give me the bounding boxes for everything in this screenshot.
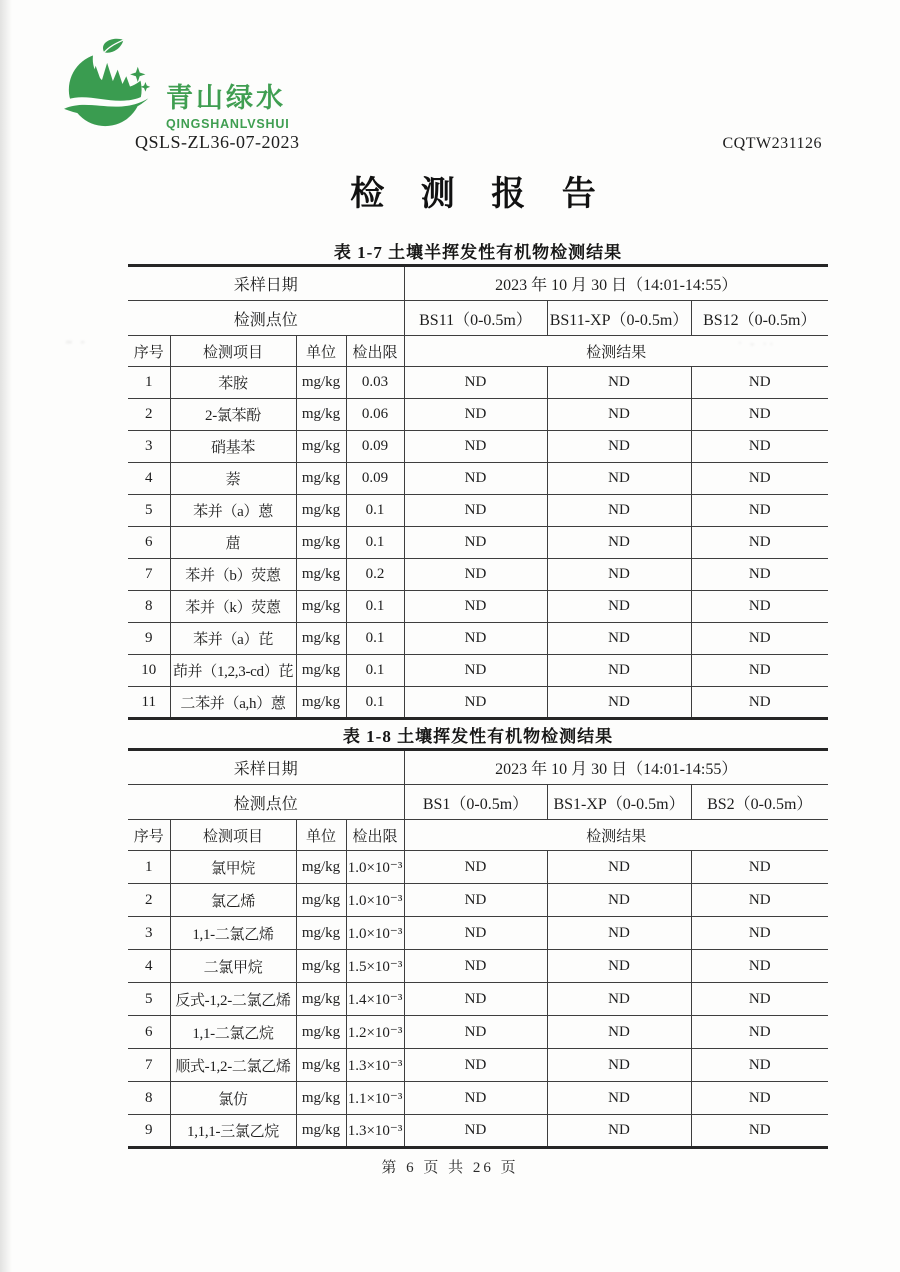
limit-cell: 1.0×10⁻³ xyxy=(346,884,404,917)
result-cell: ND xyxy=(404,559,547,591)
item-cell: 2-氯苯酚 xyxy=(170,399,296,431)
result-cell: ND xyxy=(547,1016,691,1049)
item-cell: 二苯并（a,h）蒽 xyxy=(170,687,296,719)
table-row xyxy=(128,591,828,623)
item-cell: 苯胺 xyxy=(170,367,296,399)
seq-cell: 5 xyxy=(128,495,170,527)
limit-cell: 1.3×10⁻³ xyxy=(346,1115,404,1148)
header-limit: 检出限 xyxy=(346,820,404,851)
unit-cell: mg/kg xyxy=(296,950,346,983)
limit-cell: 1.4×10⁻³ xyxy=(346,983,404,1016)
sample-date-value: 2023 年 10 月 30 日（14:01-14:55） xyxy=(404,750,828,785)
limit-cell: 1.3×10⁻³ xyxy=(346,1049,404,1082)
limit-cell: 0.1 xyxy=(346,655,404,687)
item-cell: 苯并（a）芘 xyxy=(170,623,296,655)
unit-cell: mg/kg xyxy=(296,851,346,884)
limit-cell: 1.0×10⁻³ xyxy=(346,917,404,950)
mountain-water-leaf-icon xyxy=(62,38,158,128)
result-cell: ND xyxy=(547,495,691,527)
table-row xyxy=(128,655,828,687)
point-cell: BS2（0-0.5m） xyxy=(691,785,828,820)
limit-cell: 0.09 xyxy=(346,463,404,495)
scan-edge-shadow xyxy=(0,0,12,1272)
unit-cell: mg/kg xyxy=(296,527,346,559)
result-cell: ND xyxy=(547,623,691,655)
limit-cell: 0.1 xyxy=(346,687,404,719)
item-cell: 1,1,1-三氯乙烷 xyxy=(170,1115,296,1148)
document-code-left: QSLS-ZL36-07-2023 xyxy=(135,132,300,152)
seq-cell: 3 xyxy=(128,917,170,950)
seq-cell: 1 xyxy=(128,851,170,884)
unit-cell: mg/kg xyxy=(296,1115,346,1148)
unit-cell: mg/kg xyxy=(296,399,346,431)
sample-date-row xyxy=(128,266,828,301)
unit-cell: mg/kg xyxy=(296,1049,346,1082)
sample-date-row xyxy=(128,750,828,785)
result-cell: ND xyxy=(404,655,547,687)
result-cell: ND xyxy=(691,559,828,591)
sample-date-label: 采样日期 xyxy=(128,750,404,785)
result-cell: ND xyxy=(404,527,547,559)
result-cell: ND xyxy=(547,1115,691,1148)
item-cell: 氯仿 xyxy=(170,1082,296,1115)
item-cell: 苯并（b）荧蒽 xyxy=(170,559,296,591)
item-cell: 二氯甲烷 xyxy=(170,950,296,983)
seq-cell: 7 xyxy=(128,1049,170,1082)
unit-cell: mg/kg xyxy=(296,559,346,591)
result-cell: ND xyxy=(691,950,828,983)
result-cell: ND xyxy=(691,623,828,655)
header-item: 检测项目 xyxy=(170,820,296,851)
unit-cell: mg/kg xyxy=(296,884,346,917)
points-label: 检测点位 xyxy=(128,785,404,820)
sample-date-label: 采样日期 xyxy=(128,266,404,301)
result-cell: ND xyxy=(547,851,691,884)
item-cell: 䓛 xyxy=(170,527,296,559)
result-cell: ND xyxy=(691,687,828,719)
table-row xyxy=(128,623,828,655)
result-cell: ND xyxy=(404,1049,547,1082)
point-cell: BS12（0-0.5m） xyxy=(691,301,828,336)
document-code-right: CQTW231126 xyxy=(722,135,822,152)
header-result: 检测结果 xyxy=(404,336,828,367)
seq-cell: 8 xyxy=(128,591,170,623)
table-row xyxy=(128,1115,828,1148)
page-title: 检 测 报 告 xyxy=(350,176,610,213)
item-cell: 茚并（1,2,3-cd）芘 xyxy=(170,655,296,687)
result-cell: ND xyxy=(691,367,828,399)
result-cell: ND xyxy=(404,1115,547,1148)
seq-cell: 4 xyxy=(128,463,170,495)
unit-cell: mg/kg xyxy=(296,687,346,719)
scan-artifact: ~ - xyxy=(65,335,88,349)
point-cell: BS1-XP（0-0.5m） xyxy=(547,785,691,820)
header-unit: 单位 xyxy=(296,820,346,851)
item-cell: 苯并（a）蒽 xyxy=(170,495,296,527)
table-row xyxy=(128,1082,828,1115)
seq-cell: 2 xyxy=(128,399,170,431)
unit-cell: mg/kg xyxy=(296,917,346,950)
result-cell: ND xyxy=(691,591,828,623)
seq-cell: 2 xyxy=(128,884,170,917)
scan-artifact: · - ·· xyxy=(737,337,777,351)
result-cell: ND xyxy=(547,950,691,983)
table-row xyxy=(128,527,828,559)
sample-points-row xyxy=(128,301,828,336)
result-cell: ND xyxy=(691,983,828,1016)
unit-cell: mg/kg xyxy=(296,495,346,527)
result-cell: ND xyxy=(404,431,547,463)
result-cell: ND xyxy=(691,463,828,495)
unit-cell: mg/kg xyxy=(296,983,346,1016)
unit-cell: mg/kg xyxy=(296,1016,346,1049)
result-cell: ND xyxy=(691,884,828,917)
result-cell: ND xyxy=(547,367,691,399)
sample-date-value: 2023 年 10 月 30 日（14:01-14:55） xyxy=(404,266,828,301)
table-row xyxy=(128,399,828,431)
table-row xyxy=(128,851,828,884)
seq-cell: 6 xyxy=(128,1016,170,1049)
table-row xyxy=(128,559,828,591)
column-header-row xyxy=(128,820,828,851)
point-cell: BS11-XP（0-0.5m） xyxy=(547,301,691,336)
result-cell: ND xyxy=(691,1115,828,1148)
page-number: 第 6 页 共 26 页 xyxy=(381,1160,519,1176)
table-volatile-organics xyxy=(128,748,828,1149)
result-cell: ND xyxy=(691,495,828,527)
result-cell: ND xyxy=(691,399,828,431)
item-cell: 反式-1,2-二氯乙烯 xyxy=(170,983,296,1016)
result-cell: ND xyxy=(404,851,547,884)
seq-cell: 1 xyxy=(128,367,170,399)
result-cell: ND xyxy=(547,1082,691,1115)
limit-cell: 1.2×10⁻³ xyxy=(346,1016,404,1049)
result-cell: ND xyxy=(547,884,691,917)
unit-cell: mg/kg xyxy=(296,367,346,399)
limit-cell: 0.06 xyxy=(346,399,404,431)
limit-cell: 0.03 xyxy=(346,367,404,399)
table2-body xyxy=(128,851,828,1148)
unit-cell: mg/kg xyxy=(296,655,346,687)
unit-cell: mg/kg xyxy=(296,463,346,495)
item-cell: 萘 xyxy=(170,463,296,495)
seq-cell: 7 xyxy=(128,559,170,591)
result-cell: ND xyxy=(547,655,691,687)
limit-cell: 0.1 xyxy=(346,591,404,623)
unit-cell: mg/kg xyxy=(296,623,346,655)
table-row xyxy=(128,917,828,950)
result-cell: ND xyxy=(547,399,691,431)
seq-cell: 11 xyxy=(141,693,156,710)
limit-cell: 0.1 xyxy=(346,495,404,527)
item-cell: 1,1-二氯乙烯 xyxy=(170,917,296,950)
result-cell: ND xyxy=(547,983,691,1016)
table1-body xyxy=(128,367,828,719)
unit-cell: mg/kg xyxy=(296,591,346,623)
item-cell: 1,1-二氯乙烷 xyxy=(170,1016,296,1049)
seq-cell: 6 xyxy=(128,527,170,559)
result-cell: ND xyxy=(691,655,828,687)
table-row xyxy=(128,367,828,399)
seq-cell: 10 xyxy=(128,655,170,687)
limit-cell: 1.5×10⁻³ xyxy=(346,950,404,983)
item-cell: 氯乙烯 xyxy=(170,884,296,917)
result-cell: ND xyxy=(691,917,828,950)
header-seq: 序号 xyxy=(128,336,170,367)
seq-cell: 8 xyxy=(128,1082,170,1115)
limit-cell: 0.2 xyxy=(346,559,404,591)
result-cell: ND xyxy=(691,527,828,559)
result-cell: ND xyxy=(404,884,547,917)
table-row xyxy=(128,983,828,1016)
result-cell: ND xyxy=(404,495,547,527)
result-cell: ND xyxy=(404,983,547,1016)
item-cell: 顺式-1,2-二氯乙烯 xyxy=(170,1049,296,1082)
seq-cell: 3 xyxy=(128,431,170,463)
result-cell: ND xyxy=(547,1049,691,1082)
seq-cell: 9 xyxy=(145,1122,153,1138)
table-row xyxy=(128,950,828,983)
item-cell: 氯甲烷 xyxy=(170,851,296,884)
seq-cell: 4 xyxy=(128,950,170,983)
result-cell: ND xyxy=(547,527,691,559)
table2-caption: 表 1-8 土壤挥发性有机物检测结果 xyxy=(342,727,614,746)
table-row xyxy=(128,463,828,495)
result-cell: ND xyxy=(547,559,691,591)
header-seq: 序号 xyxy=(128,820,170,851)
point-cell: BS11（0-0.5m） xyxy=(404,301,547,336)
table1-caption: 表 1-7 土壤半挥发性有机物检测结果 xyxy=(333,243,623,262)
result-cell: ND xyxy=(404,687,547,719)
result-cell: ND xyxy=(691,431,828,463)
unit-cell: mg/kg xyxy=(296,1082,346,1115)
brand-name-en: QINGSHANLVSHUI xyxy=(166,117,290,131)
result-cell: ND xyxy=(691,1049,828,1082)
logo-text-block xyxy=(166,76,289,131)
result-cell: ND xyxy=(404,623,547,655)
table-row xyxy=(128,1016,828,1049)
result-cell: ND xyxy=(404,591,547,623)
seq-cell: 9 xyxy=(128,623,170,655)
result-cell: ND xyxy=(404,1082,547,1115)
result-cell: ND xyxy=(404,399,547,431)
table-row xyxy=(128,431,828,463)
result-cell: ND xyxy=(691,1082,828,1115)
company-logo xyxy=(62,38,289,131)
brand-name-cn: 青山绿水 xyxy=(166,83,286,113)
limit-cell: 0.1 xyxy=(346,527,404,559)
limit-cell: 1.1×10⁻³ xyxy=(346,1082,404,1115)
result-cell: ND xyxy=(547,591,691,623)
sample-points-row xyxy=(128,785,828,820)
document-codes-row xyxy=(135,132,822,153)
table-semi-volatile-organics xyxy=(128,264,828,720)
result-cell: ND xyxy=(404,917,547,950)
limit-cell: 0.1 xyxy=(346,623,404,655)
result-cell: ND xyxy=(547,687,691,719)
point-cell: BS1（0-0.5m） xyxy=(404,785,547,820)
points-label: 检测点位 xyxy=(128,301,404,336)
result-cell: ND xyxy=(547,463,691,495)
limit-cell: 0.09 xyxy=(346,431,404,463)
limit-cell: 1.0×10⁻³ xyxy=(346,851,404,884)
table-row xyxy=(128,884,828,917)
result-cell: ND xyxy=(691,1016,828,1049)
result-cell: ND xyxy=(547,917,691,950)
header-item: 检测项目 xyxy=(170,336,296,367)
table-row xyxy=(128,1049,828,1082)
header-unit: 单位 xyxy=(296,336,346,367)
result-cell: ND xyxy=(404,367,547,399)
result-cell: ND xyxy=(547,431,691,463)
table-row xyxy=(128,687,828,719)
result-cell: ND xyxy=(404,1016,547,1049)
result-cell: ND xyxy=(404,463,547,495)
seq-cell: 5 xyxy=(128,983,170,1016)
result-cell: ND xyxy=(404,950,547,983)
header-limit: 检出限 xyxy=(346,336,404,367)
item-cell: 苯并（k）荧蒽 xyxy=(170,591,296,623)
unit-cell: mg/kg xyxy=(296,431,346,463)
item-cell: 硝基苯 xyxy=(170,431,296,463)
header-result: 检测结果 xyxy=(404,820,828,851)
column-header-row xyxy=(128,336,828,367)
table-row xyxy=(128,495,828,527)
result-cell: ND xyxy=(691,851,828,884)
